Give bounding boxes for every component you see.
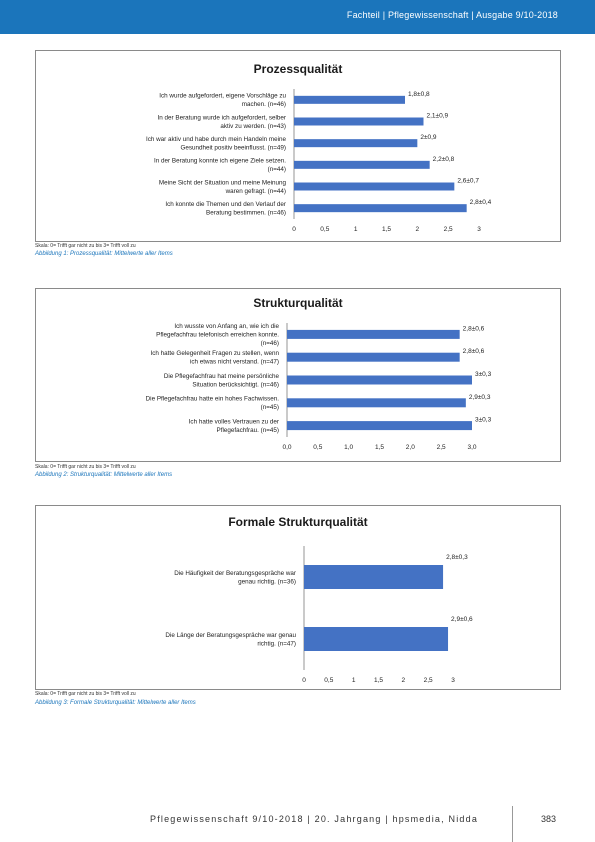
bar [294, 204, 467, 212]
x-tick-label: 1 [353, 226, 358, 233]
figure-caption-3: Abbildung 3: Formale Strukturqualität: Mittelwerte aller Items [35, 700, 196, 706]
chart-formale-strukturqualitaet [36, 506, 560, 689]
bar [294, 118, 424, 126]
x-tick-label: 2 [415, 226, 420, 233]
chart-panel-prozessqualitaet [35, 50, 561, 242]
x-tick-label: 0,5 [324, 677, 334, 684]
header-bar [0, 0, 595, 34]
category-label: Die Pflegefachfrau hat meine persönliche Situation berücksichtigt. (n=46) [163, 372, 279, 389]
category-label: In der Beratung konnte ich eigene Ziele setzen. (n=44) [154, 157, 286, 174]
bar [287, 330, 460, 339]
category-label: Ich konnte die Themen und den Verlauf der Beratung bestimmen. (n=46) [165, 200, 286, 217]
category-label: Ich war aktiv und habe durch mein Handeln meine Gesundheit positiv beeinflusst. (n=49) [145, 135, 286, 152]
data-label: 2,8±0,6 [462, 348, 485, 356]
data-label: 3±0,3 [475, 416, 492, 424]
x-tick-label: 3 [477, 226, 481, 233]
chart-panel-strukturqualitaet [35, 288, 561, 462]
data-label: 2,9±0,3 [468, 393, 491, 401]
bar [294, 139, 417, 147]
data-label: 2,9±0,6 [451, 616, 473, 623]
bar [304, 565, 443, 589]
data-label: 2,6±0,7 [457, 177, 479, 185]
category-label: Ich wusste von Anfang an, wie ich die Pflegefachfrau telefonisch erreichen konnte. (n=46) [156, 322, 279, 347]
bar [287, 398, 466, 407]
category-label: Die Länge der Beratungsgespräche war genau richtig. (n=47) [165, 631, 296, 648]
x-tick-label: 1,5 [373, 677, 384, 684]
bar [294, 183, 454, 191]
category-label: Ich hatte Gelegenheit Fragen zu stellen, wenn ich etwas nicht verstand. (n=47) [150, 349, 279, 366]
bar [287, 421, 472, 430]
x-tick-label: 0 [292, 226, 296, 233]
data-label: 2,1±0,9 [426, 112, 449, 120]
x-tick-label: 3,0 [467, 444, 477, 451]
chart-panel-formale-strukturqualitaet [35, 505, 561, 690]
x-tick-label: 2 [401, 677, 406, 684]
category-label: In der Beratung wurde ich aufgefordert, selber aktiv zu werden. (n=43) [157, 114, 286, 130]
x-tick-label: 1 [351, 677, 356, 684]
x-tick-label: 1,5 [381, 226, 392, 233]
data-label: 2,2±0,8 [432, 155, 455, 163]
data-label: 1,8±0,8 [408, 90, 430, 98]
data-label: 2,8±0,4 [469, 199, 492, 207]
x-tick-label: 0,5 [313, 444, 323, 451]
chart-prozessqualitaet [36, 51, 560, 241]
x-tick-label: 0,5 [320, 226, 330, 233]
data-label: 2±0,9 [420, 134, 437, 142]
x-tick-label: 0,0 [282, 444, 292, 451]
figure-caption-1: Abbildung 1: Prozessqualität: Mittelwerte aller Items [35, 251, 173, 257]
bar [304, 627, 448, 651]
footer-text: Pflegewissenschaft 9/10-2018 | 20. Jahrgang | hpsmedia, Nidda [150, 814, 479, 824]
figure-caption-2: Abbildung 2: Strukturqualität: Mittelwerte aller Items [35, 472, 173, 478]
x-tick-label: 2,5 [436, 444, 446, 451]
x-tick-label: 0 [302, 677, 306, 684]
category-label: Ich hatte volles Vertrauen zu der Pflegefachfrau. (n=45) [188, 418, 279, 434]
category-label: Die Häufigkeit der Beratungsgespräche war genau richtig. (n=36) [174, 569, 296, 586]
footer-divider [512, 806, 513, 842]
category-label: Die Pflegefachfrau hatte ein hohes Fachwissen. (n=45) [145, 395, 279, 412]
x-tick-label: 1,5 [374, 444, 385, 451]
header-text: Fachteil | Pflegewissenschaft | Ausgabe 9/10-2018 [346, 10, 558, 20]
data-label: 3±0,3 [475, 371, 492, 378]
bar [287, 376, 472, 385]
scale-note-1: Skala: 0= Trifft gar nicht zu bis 3= Trifft voll zu [35, 243, 136, 249]
chart-title: Strukturqualität [253, 296, 343, 310]
category-label: Meine Sicht der Situation und meine Meinung waren gefragt. (n=44) [158, 179, 286, 195]
chart-title: Formale Strukturqualität [228, 515, 368, 529]
x-tick-label: 2,0 [405, 444, 415, 451]
bar [294, 161, 430, 169]
data-label: 2,8±0,3 [446, 554, 468, 561]
page-number: 383 [541, 814, 557, 824]
data-label: 2,8±0,6 [462, 325, 485, 333]
x-tick-label: 1,0 [344, 444, 354, 451]
chart-strukturqualitaet [36, 289, 560, 461]
chart-title: Prozessqualität [253, 62, 343, 76]
bar [287, 353, 460, 362]
x-tick-label: 2,5 [423, 677, 433, 684]
category-label: Ich wurde aufgefordert, eigene Vorschläge zu machen. (n=46) [159, 92, 286, 109]
scale-note-3: Skala: 0= Trifft gar nicht zu bis 3= Trifft voll zu [35, 691, 136, 697]
bar [294, 96, 405, 104]
scale-note-2: Skala: 0= Trifft gar nicht zu bis 3= Trifft voll zu [35, 464, 136, 470]
x-tick-label: 3 [451, 677, 455, 684]
x-tick-label: 2,5 [443, 226, 453, 233]
